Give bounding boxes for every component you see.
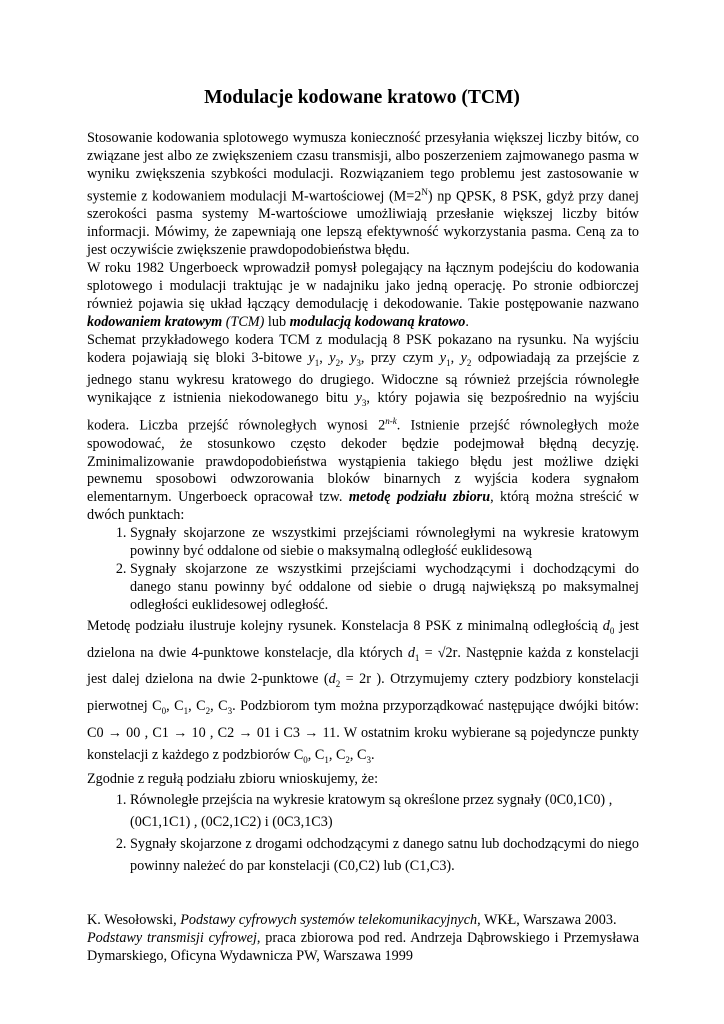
partition-rules-list bbox=[87, 525, 639, 615]
list-item: 1. Sygnały skojarzone ze wszystkimi przejściami równoległymi na wykresie kratowym powinny być oddalone od siebie o maksymalną odległość euklidesową bbox=[130, 525, 639, 561]
paragraph-conclusion: Zgodnie z regułą podziału zbioru wnioskujemy, że: bbox=[87, 770, 379, 787]
paragraph-intro: Stosowanie kodowania splotowego wymusza konieczność przesyłania większej liczby bitów, co związane jest albo ze zwiększeniem czasu transmisji, albo poszerzeniem zajmowanego pasma w wyniku zwiększenia szybkości modulacji. Rozwiązaniem tego problemu jest zastosowanie w systemie z kodowaniem modulacji M-wartościowej $(M=2^N)$ np QPSK, 8 PSK, gdyż przy danej szerokości pasma systemy M-wartościowe umożliwiają przesłanie większej liczby bitów informacji. Mówimy, że zapewniają one lepszą efektywność wykorzystania pasma. Ceną za to jest oczywiście zwiększenie prawdopodobieństwa błędu. bbox=[87, 130, 639, 259]
conclusion-list bbox=[87, 789, 639, 877]
references bbox=[87, 912, 639, 966]
reference-item: Podstawy transmisji cyfrowej, praca zbiorowa pod red. Andrzeja Dąbrowskiego i Przemysława Dymarskiego, Oficyna Wydawnicza PW, Warszawa 1999 bbox=[87, 929, 639, 964]
list-item: 2. Sygnały skojarzone ze wszystkimi przejściami wychodzącymi i dochodzącymi do danego stanu powinny być oddalone od siebie o drugą największą po maksymalnej odległości euklidesowej odległość. bbox=[130, 561, 639, 615]
document-body bbox=[87, 130, 639, 877]
page-title: Modulacje kodowane kratowo (TCM) bbox=[204, 87, 520, 108]
paragraph-schema: Schemat przykładowego kodera TCM z modulacją 8 PSK pokazano na rysunku. Na wyjściu kodera pojawiają się bloki 3-bitowe $y_1$, $y_2$, $y_3$, przy czym $y_1$, $y_2$ odpowiadają za przejście z jednego stanu wykresu kratowego do drugiego. Widoczne są również przejścia równoległe wynikające z istnienia niekodowanego bitu $y_3$, który pojawia się bezpośrednio na wyjściu kodera. Liczba przejść równoległych wynosi 2$^{n-k}$. Istnienie przejść równoległych może spowodować, że stosunkowo często dekoder będzie podejmował błędną decyzję. Zminimalizowanie prawdopodobieństwa wystąpienia takiego błędu jest możliwe dzięki pewnemu sposobowi odwzorowania bloków binarnych z wyjścia kodera sygnałom elementarnym. Ungerboeck opracował tzw. metodę podziału zbioru, którą można streścić w dwóch punktach: bbox=[87, 331, 640, 524]
paragraph-partition: Metodę podziału ilustruje kolejny rysunek. Konstelacja 8 PSK z minimalną odległością $d_0$ jest dzielona na dwie 4-punktowe konstelacje, dla których $d_1 = √2r$. Następnie każda z konstelacji jest dalej dzielona na dwie 2-punktowe ($d_2 = 2r$ ). Otrzymujemy cztery podzbiory konstelacji pierwotnej $C_0$, $C_1$, $C_2$, $C_3$. Podzbiorom tym można przyporządkować następujące dwójki bitów: C0 → 00 , C1 → 10 , C2 → 01 i C3 → 11. W ostatnim kroku wybierane są pojedyncze punkty konstelacji z każdego z podzbiorów $C_0$, $C_1$, $C_2$, $C_3$. bbox=[87, 617, 640, 765]
list-item: 1. Równoległe przejścia na wykresie kratowym są określone przez sygnały (0C0,1C0) , (0C1,1C1) , (0C2,1C2) i (0C3,1C3) bbox=[130, 789, 639, 833]
paragraph-ungerboeck: W roku 1982 Ungerboeck wprowadził pomysł polegający na łącznym podejściu do kodowania splotowego i modulacji traktując je w nadajniku jako jedną operację. Po stronie odbiorczej również pojawia się układ łączący demodulację i dekodowanie. Takie postępowanie nazwano kodowaniem kratowym (TCM) lub modulacją kodowaną kratowo. bbox=[87, 260, 639, 330]
reference-item: K. Wesołowski, Podstawy cyfrowych systemów telekomunikacyjnych, WKŁ, Warszawa 2003. bbox=[87, 912, 617, 928]
list-item: 2. Sygnały skojarzone z drogami odchodzącymi z danego satnu lub dochodzącymi do niego powinny należeć do par konstelacji (C0,C2) lub (C1,C3). bbox=[130, 833, 639, 877]
